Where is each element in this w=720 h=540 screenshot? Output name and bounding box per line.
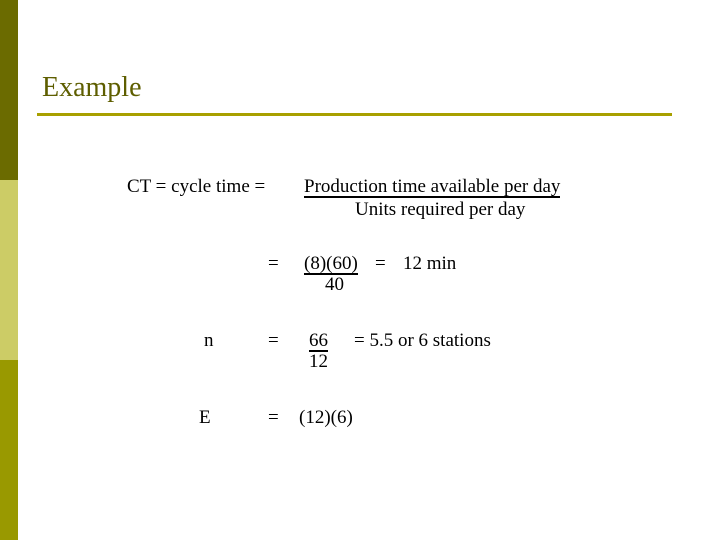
ct-denominator: Units required per day [355, 199, 526, 220]
e-expression: (12)(6) [299, 407, 353, 428]
ct-calc-equals-2: = [375, 253, 386, 274]
n-numerator: 66 [309, 330, 328, 351]
sidebar-accent-middle [0, 180, 18, 360]
ct-calc-result: 12 min [403, 253, 457, 274]
ct-calc-denominator: 40 [325, 274, 344, 295]
ct-calc-equals: = [268, 253, 279, 274]
n-denominator: 12 [309, 351, 328, 372]
n-equals: = [268, 330, 279, 351]
ct-lhs: CT = cycle time = [127, 176, 266, 197]
ct-numerator: Production time available per day [304, 176, 561, 197]
title-underline [37, 113, 672, 116]
sidebar-accent-bottom [0, 360, 18, 540]
e-variable: E [199, 407, 211, 428]
e-equals: = [268, 407, 279, 428]
slide-title: Example [42, 72, 142, 103]
ct-calc-numerator: (8)(60) [304, 253, 358, 274]
n-result: = 5.5 or 6 stations [354, 330, 491, 351]
sidebar-accent-top [0, 0, 18, 180]
n-variable: n [204, 330, 214, 351]
